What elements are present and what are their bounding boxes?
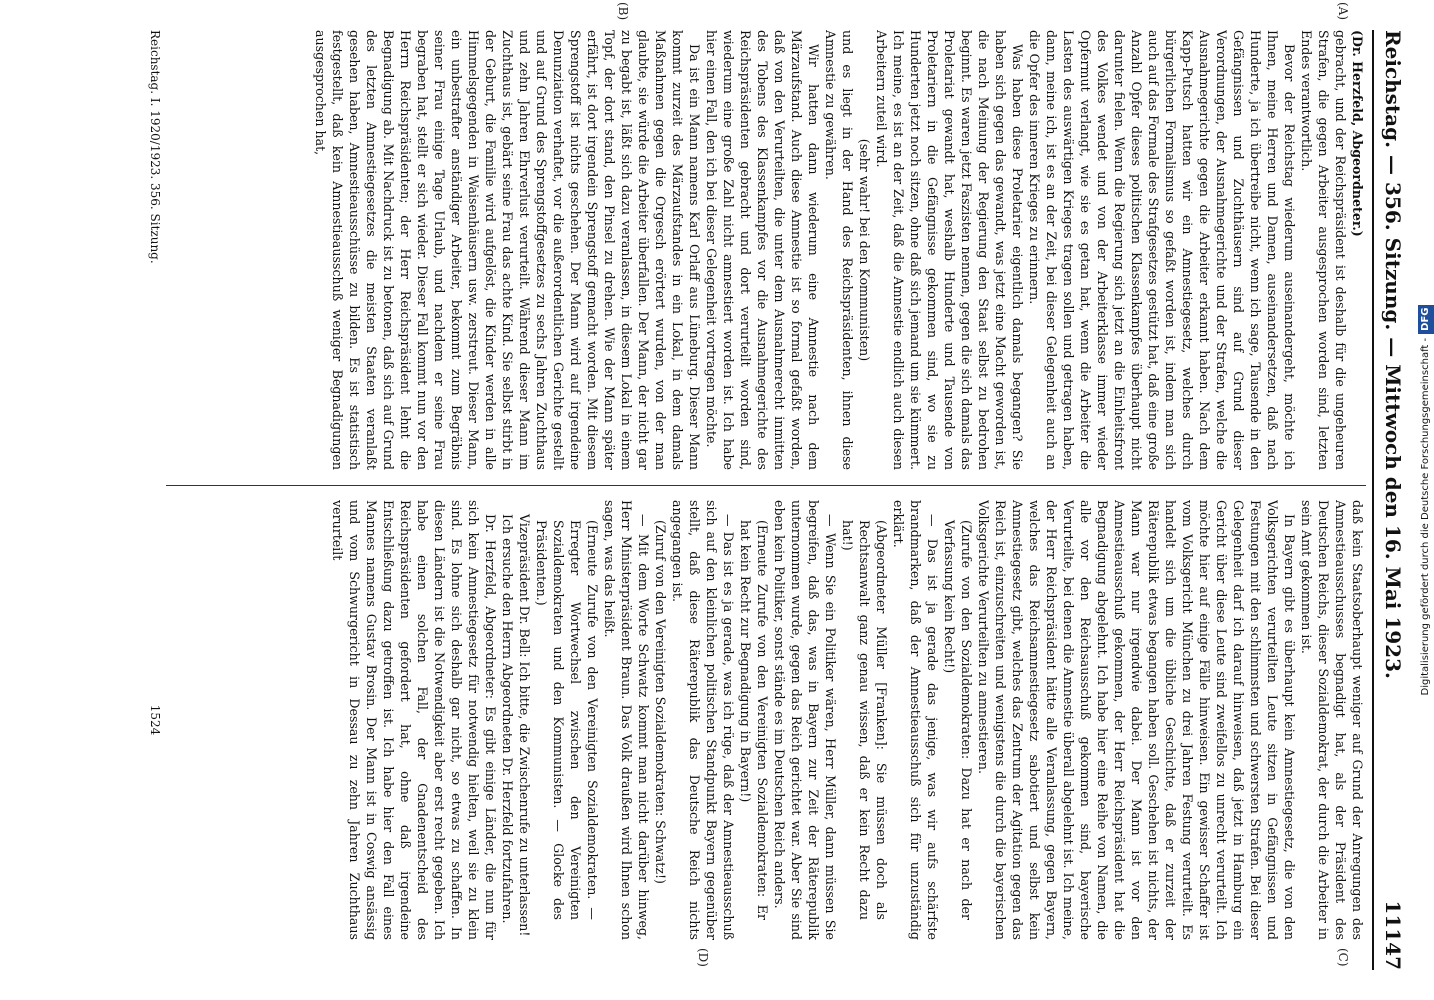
paragraph: und es liegt in der Hand des Reichspräsidenten, ihnen diese Amnestie zu gewähren. <box>823 30 855 470</box>
paragraph: Da ist ein Mann namens Karl Orlaff aus Lüneburg. Dieser Mann kommt zurzeit des Märzaufstandes in ein Lokal, in dem damals Maßnahmen gegen die Orgesch erörtert wurden, von der man glaubte, sie würde die Arbeiter überfallen. Der Mann, der nicht gar zu begabt ist, läßt sich dazu veranlassen, in diesem Lokal in einem Topf, der dort stand, den Pinsel zu drehen. Wie der Mann später erfährt, ist dort irgendein Sprengstoff gemacht worden. Mit diesem Sprengstoff ist nichts geschehen. Der Mann wird auf irgendeine Denunziation verhaftet, vor die außerordentlichen Gerichte gestellt und auf Grund des Sprengstoffgesetzes zu sechs Jahren Zuchthaus und zehn Jahren Ehrverlust verurteilt. Während dieser Mann im Zuchthaus ist, gebärt seine Frau das achte Kind. Sie selbst stirbt in der Geburt, die Familie wird aufgelöst, die Kinder werden in alle Himmelsgegenden in Waisenhäusern usw. zerstreut. Dieser Mann, ein unbestrafter anständiger Arbeiter, bekommt zum Begräbnis seiner Frau einige Tage Urlaub, und nachdem er seine Frau begraben hat, stellt er sich wieder. Dieser Fall kommt nun vor den Herrn Reichspräsidenten; der Herr Reichspräsident lehnt die Begnadigung ab. Mit Nachdruck ist zu betonen, daß sich auf Grund des letzten Amnestiegesetzes die meisten Staaten veranlaßt gesehen haben, Amnestieausschüsse zu bilden. Es ist statistisch festgestellt, daß kein Amnestieausschuß weniger Begnadigungen ausgesprochen hat, <box>313 30 702 470</box>
interjection: (Zuruf von den Vereinigten Sozialdemokraten: Schwatz!) <box>653 520 668 884</box>
speaker-line: (Dr. Herzfeld, Abgeordneter.) <box>1350 30 1365 237</box>
paragraph: Wir hatten dann wiederum eine Amnestie nach dem Märzaufstand. Auch diese Amnestie ist so formal gefaßt worden, daß von den Verurteilten, die unter dem Ausnahmerecht inmitten des Tobens des Klassenkampfes vor die Ausnahmegerichte des Reichspräsidenten gebracht und dort verurteilt worden sind, wiederum eine große Zahl nicht amnestiert worden ist. Ich habe hier einen Fall, den ich bei dieser Gelegenheit vortragen möchte. <box>704 30 821 470</box>
paragraph: daß kein Staatsoberhaupt weniger auf Grund der Anregungen des Amnestieausschusses begnadigt hat, als der Präsident des Deutschen Reichs, dieser Sozialdemokrat, der durch die Arbeiter in sein Amt gekommen ist. <box>1299 500 1365 940</box>
paragraph: — Das ist ja gerade das jenige, was wir aufs schärfste brandmarken, daß der Amnestieausschuß sich für unzuständig erklärt. <box>891 500 940 940</box>
margin-marker-b: (B) <box>616 2 630 21</box>
paragraph: Dr. Herzfeld, Abgeordneter: Es gibt einige Länder, die nun für sich kein Amnestiegesetz für notwendig hielten, weil sie zu klein sind. Es lohne sich deshalb gar nicht, so etwas zu schaffen. In diesen Ländern ist die Notwendigkeit aber erst recht gegeben. Ich habe einen solchen Fall, der Gnadenentscheid des Reichspräsidenten gefordert hat, ohne daß irgendeine Entschließung dazu getroffen ist. Ich habe hier den Fall eines Mannes namens Gustav Brosin. Der Mann ist in Coswig ansässig und vom Schwurgericht in Dessau zu zehn Jahren Zuchthaus verurteilt <box>330 500 498 940</box>
interjection: (Abgeordneter Müller [Franken]: Sie müssen doch als Rechtsanwalt ganz genau wissen, daß er kein Recht dazu hat!) <box>840 520 889 920</box>
paragraph: Was haben diese Proletarier eigentlich damals begangen? Sie haben sich gegen das gewandt, was jetzt eine Macht geworden ist, die nach Meinung der Regierung den Staat selbst zu bedrohen beginnt. Es waren jetzt Faszisten nennen, gegen die sich damals das Proletariat gewandt hat, weshalb Hunderte und Tausende von Proletariern in die Gefängnisse gekommen sind, wo sie zu Hunderten jetzt noch sitzen, ohne daß sich jemand um sie kümmert. Ich meine, es ist an der Zeit, daß die Amnestie endlich auch diesen Arbeitern zuteil wird. <box>874 30 1025 470</box>
paragraph: — Das ist es ja gerade, was ich rüge, daß der Amnestieausschuß sich auf den kleinlichen politischen Standpunkt Bayern gegenüber stellt, daß diese Räterepublik das Deutsche Reich nichts angegangen ist. <box>670 500 736 940</box>
column-divider <box>166 485 1366 486</box>
header-title: Reichstag. — 356. Sitzung. — Mittwoch den 16. Mai 1923. <box>1381 30 1405 679</box>
paragraph: In Bayern gibt es überhaupt kein Amnestiegesetz, die von den Volksgerichten verurteilten Leute sitzen in Gefängnissen und Festungen mit den schlimmsten und schwersten Strafen. Bei dieser Gelegenheit darf ich darauf hinweisen, daß jetzt in Hamburg ein Gericht über diese Leute sind zweifellos zu unrecht verurteilt. Ich möchte hier auf einige Fälle hinweisen. Ein gewisser Schaffer ist vom Volksgericht München zu drei Jahren Festung verurteilt. Es handelt sich um die übliche Geschichte, daß er zurzeit der Räterepublik etwas begangen haben soll. Geschehen ist nichts, der Mann war nur irgendwie dabei. Der Mann ist vor den Amnestieausschuß gekommen, der Herr Reichspräsident hat die Begnadigung abgelehnt. Ich habe hier eine Reihe von Namen, die alle vor den Reichsausschuß gekommen sind, bayerische Verurteilte, bei denen die Amnestie überall abgelehnt ist. Ich meine, der Herr Reichspräsident hätte alle Veranlassung, gegen Bayern, welches das Reichsamnestiegesetz sabotiert und selbst kein Amnestiegesetz gibt, welches das Zentrum der Agitation gegen das Reich ist, einzuschreiten und wenigstens die durch die bayerischen Volksgerichte Verurteilten zu amnestieren. <box>976 500 1297 940</box>
paragraph: gebracht, und der Reichspräsident ist deshalb für die ungeheuren Strafen, die gegen Arbeiter ausgesprochen worden sind, letzten Endes verantwortlich. <box>1299 30 1348 470</box>
dfg-logo-badge: DFG <box>1418 305 1434 334</box>
paragraph: — Wenn Sie ein Politiker wären, Herr Müller, dann müssen Sie begreifen, daß das, was in Bayern zur Zeit der Räterepublik unternommen wurde, gegen das Reich gerichtet war. Aber Sie sind eben kein Politiker, sonst stände es im Deutschen Reich anders. <box>772 500 838 940</box>
digitization-credit <box>1418 8 1434 992</box>
footer-source: Reichstag. I. 1920/1923. 356. Sitzung. <box>148 30 162 264</box>
margin-marker-a: (A) <box>1336 2 1350 21</box>
rotated-page <box>50 2 1410 970</box>
margin-marker-d: (D) <box>696 948 710 967</box>
interjection: (Erneute Zurufe von den Vereinigten Sozialdemokraten: Er hat kein Recht zur Begnadigung in Bayern!) <box>738 520 770 920</box>
digitization-credit-label: Digitalisierung gefördert durch die Deutsche Forschungsgemeinschaft - <box>1420 337 1431 696</box>
page-header <box>1376 30 1410 970</box>
paragraph: — Mit dem Worte Schwatz kommt man nicht darüber hinweg, Herr Ministerpräsident Braun. Das Volk draußen wird Ihnen schon sagen, was das heißt. <box>602 500 651 940</box>
margin-marker-c: (C) <box>1336 948 1350 967</box>
interjection: (Zurufe von den Sozialdemokraten: Dazu hat er nach der Verfassung kein Recht!) <box>942 520 974 920</box>
paragraph: Bevor der Reichstag wiederum auseinandergeht, möchte ich Ihnen, meine Herren und Damen, auseinandersetzen, daß nach Hunderte, ja ich übertreibe nicht, wenn ich sage, Tausende in den Gefängnissen und Zuchthäusern sind auf Grund dieser Verordnungen, der Ausnahmegerichte und der Strafen, welche die Ausnahmegerichte gegen die Arbeiter erkannt haben. Nach dem Kapp-Putsch hatten wir ein Amnestiegesetz, welches durch bürgerlichen Formalismus so gefaßt worden ist, indem man sich auch auf das Formale des Strafgesetzes gestützt hat, daß eine große Anzahl Opfer dieses politischen Klassenkampfes überhaupt nicht darunter fielen. Wenn die Regierung sich jetzt an die Einheitsfront des Volkes wendet und von der Arbeiterklasse immer wieder Opfermut verlangt, wie sie es getan hat, wenn die Arbeiter die Lasten des auswärtigen Krieges tragen sollen und getragen haben, dann, meine ich, ist es an der Zeit, bei dieser Gelegenheit auch an die Opfer des inneren Krieges zu erinnern. <box>1027 30 1297 470</box>
interjection: (sehr wahr! bei den Kommunisten) <box>857 138 872 362</box>
interjection: (Erneute Zurufe von den Vereinigten Sozialdemokraten. — Erregter Wortwechsel zwischen den Vereinigten Sozialdemokraten und den Kommunisten. — Glocke des Präsidenten.) <box>534 520 600 920</box>
footer-page-number: 1524 <box>148 704 162 736</box>
paragraph: Ich ersuche den Herrn Abgeordneten Dr. Herzfeld fortzufahren. <box>500 514 515 924</box>
right-column <box>166 500 1366 940</box>
header-page-number: 11147 <box>1381 900 1405 970</box>
header-rule <box>1372 30 1374 970</box>
paragraph: Vizepräsident Dr. Bell: Ich bitte, die Zwischenrufe zu unterlassen! <box>517 514 532 937</box>
digitization-credit-text <box>1418 8 1434 992</box>
left-column <box>166 30 1366 470</box>
